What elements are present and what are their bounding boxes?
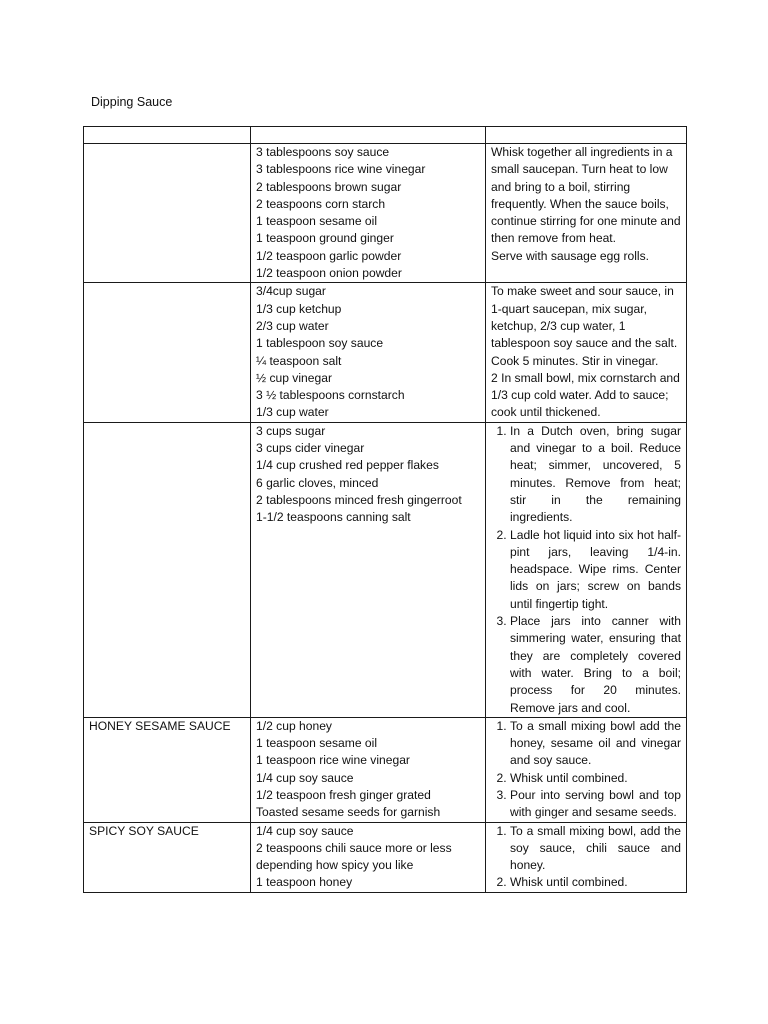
- ingredient-line: 1 teaspoon sesame oil: [256, 736, 378, 751]
- direction-step: 1. In a Dutch oven, bring sugar and vinegar to a boil. Reduce heat; simmer, uncovered, 5 minutes. Remove from heat; stir in the remaining ingredients.: [510, 423, 681, 527]
- ingredient-line: 1 teaspoon sesame oil: [256, 214, 378, 229]
- table-row: [84, 422, 687, 717]
- direction-step: 2. Whisk until combined.: [510, 770, 681, 787]
- ingredient-line: 2 teaspoons chili sauce more or less depending how spicy you like: [256, 840, 452, 873]
- ingredient-line: 1 teaspoon honey: [256, 875, 353, 890]
- header-cell: [251, 127, 486, 144]
- ingredient-line: 1 tablespoon soy sauce: [256, 336, 384, 351]
- directions-cell: [486, 144, 687, 283]
- ingredient-line: 3 tablespoons soy sauce: [256, 145, 390, 159]
- ingredients-cell: [251, 822, 486, 892]
- page-title: Dipping Sauce: [91, 95, 173, 109]
- directions-text: Whisk together all ingredients in a small saucepan. Turn heat to low and bring to a boil, stirring frequently. When the sauce boils, continue stirring for one minute and then remove from heat. Serve with sausage egg rolls.: [491, 145, 681, 263]
- ingredients-cell: [251, 283, 486, 422]
- ingredient-line: 3/4cup sugar: [256, 284, 326, 299]
- ingredient-line: 1/3 cup water: [256, 405, 329, 420]
- ingredient-line: 2 teaspoons corn starch: [256, 196, 386, 211]
- table-row: [84, 717, 687, 822]
- ingredient-line: 2/3 cup water: [256, 318, 329, 333]
- ingredient-line: 1 teaspoon rice wine vinegar: [256, 753, 410, 768]
- directions-steps: [491, 423, 681, 717]
- direction-step: 2. Ladle hot liquid into six hot half-pint jars, leaving 1/4-in. headspace. Wipe rims. Center lids on jars; screw on bands until fingertip tight.: [510, 527, 681, 613]
- ingredient-line: 1/3 cup ketchup: [256, 301, 342, 316]
- ingredient-line: 1/2 cup honey: [256, 718, 332, 733]
- directions-steps: [491, 718, 681, 822]
- ingredients-cell: [251, 717, 486, 822]
- ingredient-line: 3 tablespoons rice wine vinegar: [256, 162, 426, 177]
- table-row: [84, 144, 687, 283]
- directions-cell: [486, 283, 687, 422]
- ingredient-line: 1/4 cup soy sauce: [256, 770, 354, 785]
- ingredient-line: 3 cups cider vinegar: [256, 441, 365, 456]
- ingredient-line: 1/4 cup soy sauce: [256, 823, 354, 838]
- recipe-table: [83, 126, 687, 893]
- direction-step: 1. To a small mixing bowl, add the soy sauce, chili sauce and honey.: [510, 823, 681, 875]
- ingredient-line: Toasted sesame seeds for garnish: [256, 805, 441, 820]
- ingredients-cell: [251, 144, 486, 283]
- table-row: [84, 283, 687, 422]
- header-cell: [486, 127, 687, 144]
- ingredient-line: 1/2 teaspoon fresh ginger grated: [256, 787, 431, 802]
- direction-step: 1. To a small mixing bowl add the honey, sesame oil and vinegar and soy sauce.: [510, 718, 681, 770]
- ingredient-line: 1/2 teaspoon garlic powder: [256, 248, 402, 263]
- directions-cell: [486, 717, 687, 822]
- sauce-name-cell: SPICY SOY SAUCE: [84, 822, 251, 892]
- direction-step: 3. Place jars into canner with simmering water, ensuring that they are completely covered with water. Bring to a boil; process for 20 minutes. Remove jars and cool.: [510, 613, 681, 717]
- directions-steps: [491, 823, 681, 892]
- ingredient-line: 1/2 teaspoon onion powder: [256, 266, 402, 281]
- sauce-name-cell: HONEY SESAME SAUCE: [84, 717, 251, 822]
- direction-step: 2. Whisk until combined.: [510, 874, 681, 891]
- directions-text: To make sweet and sour sauce, in 1-quart saucepan, mix sugar, ketchup, 2/3 cup water, 1 tablespoon soy sauce and the salt. Cook 5 minutes. Stir in vinegar. 2 In small bowl, mix cornstarch and 1/3 cup cold water. Add to sauce; cook until thickened.: [491, 284, 680, 420]
- direction-step: 3. Pour into serving bowl and top with ginger and sesame seeds.: [510, 787, 681, 822]
- sauce-name-cell: [84, 283, 251, 422]
- ingredient-line: 6 garlic cloves, minced: [256, 475, 379, 490]
- ingredients-cell: [251, 422, 486, 717]
- ingredient-line: 1 teaspoon ground ginger: [256, 231, 394, 246]
- sauce-name-cell: [84, 144, 251, 283]
- ingredient-line: 2 tablespoons minced fresh gingerroot: [256, 492, 462, 507]
- directions-cell: [486, 822, 687, 892]
- ingredient-line: 2 tablespoons brown sugar: [256, 179, 402, 194]
- directions-cell: [486, 422, 687, 717]
- ingredient-line: 1/4 cup crushed red pepper flakes: [256, 458, 439, 473]
- ingredient-line: ½ cup vinegar: [256, 370, 332, 385]
- header-cell: [84, 127, 251, 144]
- ingredient-line: ¼ teaspoon salt: [256, 353, 342, 368]
- ingredient-line: 1-1/2 teaspoons canning salt: [256, 510, 411, 525]
- table-row: [84, 822, 687, 892]
- ingredient-line: 3 cups sugar: [256, 423, 326, 438]
- table-header-row: [84, 127, 687, 144]
- ingredient-line: 3 ½ tablespoons cornstarch: [256, 388, 405, 403]
- sauce-name-cell: [84, 422, 251, 717]
